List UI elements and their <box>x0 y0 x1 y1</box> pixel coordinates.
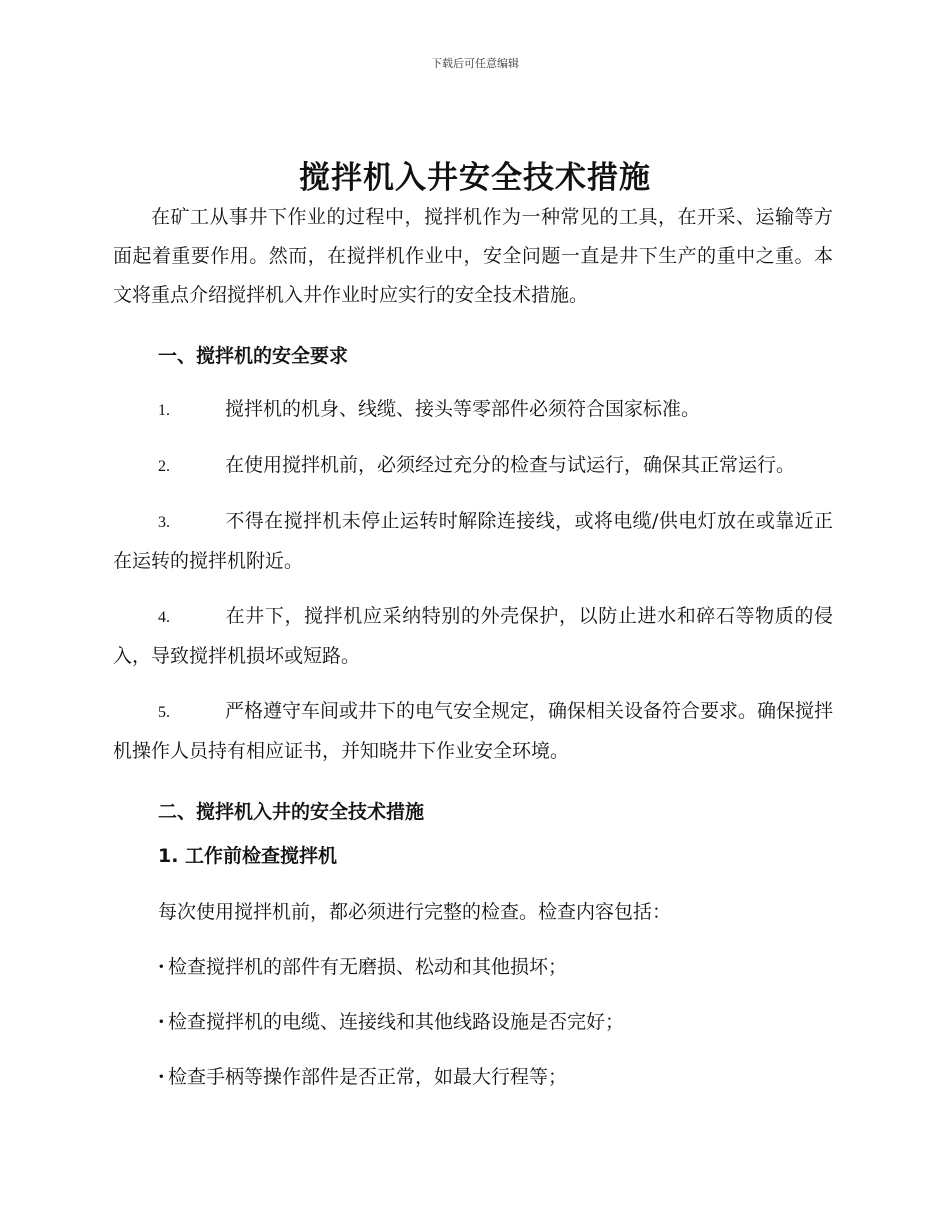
document-title: 搅拌机入井安全技术措施 <box>299 160 651 196</box>
bullet-text: 检查搅拌机的部件有无磨损、松动和其他损坏； <box>168 956 568 978</box>
list-item-number: 1. <box>158 402 170 419</box>
list-item-number: 2. <box>158 458 170 475</box>
section-heading-technical-measures: 二、搅拌机入井的安全技术措施 <box>158 801 425 823</box>
header-note: 下载后可任意编辑 <box>431 57 519 70</box>
bullet-icon: · <box>158 956 165 978</box>
list-item <box>113 597 833 676</box>
list-item-text: 不得在搅拌机未停止运转时解除连接线，或将电缆/供电灯放在或靠近正在运转的搅拌机附近。 <box>113 510 833 572</box>
list-item-text: 在井下，搅拌机应采纳特别的外壳保护，以防止进水和碎石等物质的侵入，导致搅拌机损坏或短路。 <box>113 605 833 667</box>
section-heading-safety-requirements: 一、搅拌机的安全要求 <box>158 345 349 367</box>
bullet-icon: · <box>158 1066 165 1088</box>
list-item-text: 严格遵守车间或井下的电气安全规定，确保相关设备符合要求。确保搅拌机操作人员持有相应证书，并知晓井下作业安全环境。 <box>113 700 834 762</box>
list-item <box>113 446 833 486</box>
list-item <box>113 692 833 771</box>
list-item-text: 搅拌机的机身、线缆、接头等零部件必须符合国家标准。 <box>225 398 701 420</box>
bullet-item <box>113 1058 833 1097</box>
list-item-number: 5. <box>158 704 170 721</box>
bullet-icon: · <box>158 1011 165 1033</box>
intro-paragraph: 在矿工从事井下作业的过程中，搅拌机作为一种常见的工具，在开采、运输等方面起着重要作用。然而，在搅拌机作业中，安全问题一直是井下生产的重中之重。本文将重点介绍搅拌机入井作业时应实行的安全技术措施。 <box>113 206 833 306</box>
bullet-text: 检查手柄等操作部件是否正常，如最大行程等； <box>168 1066 568 1088</box>
list-item-text: 在使用搅拌机前，必须经过充分的检查与试运行，确保其正常运行。 <box>225 454 796 476</box>
check-lead-paragraph: 每次使用搅拌机前，都必须进行完整的检查。检查内容包括： <box>158 901 672 923</box>
subheading-pre-work-check: 1. 工作前检查搅拌机 <box>158 845 338 867</box>
list-item-number: 3. <box>158 514 170 531</box>
list-item <box>113 502 833 581</box>
document-body <box>113 198 833 1097</box>
list-item <box>113 390 833 430</box>
list-item-number: 4. <box>158 609 170 626</box>
bullet-item <box>113 1003 833 1042</box>
bullet-text: 检查搅拌机的电缆、连接线和其他线路设施是否完好； <box>168 1011 625 1033</box>
bullet-item <box>113 948 833 987</box>
